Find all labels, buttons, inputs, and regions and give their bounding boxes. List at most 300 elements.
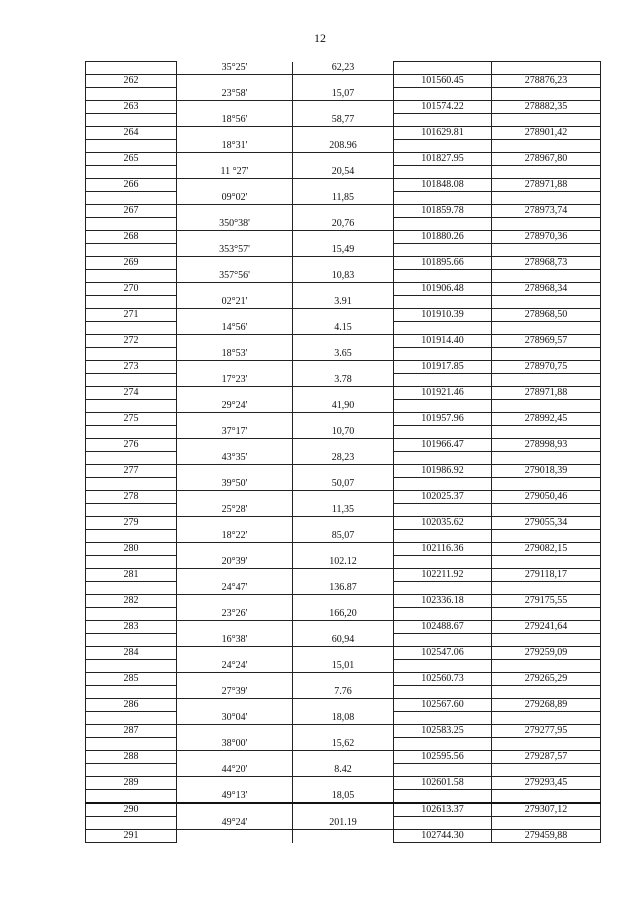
distance-cell bbox=[293, 491, 394, 504]
point-number-cell bbox=[86, 374, 177, 387]
direction-angle-cell: 30°04' bbox=[177, 712, 293, 725]
distance-cell bbox=[293, 101, 394, 114]
point-number-cell: 291 bbox=[86, 830, 177, 843]
x-coordinate-cell: 102488.67 bbox=[394, 621, 492, 634]
y-coordinate-cell bbox=[492, 764, 601, 777]
direction-angle-cell: 357°56' bbox=[177, 270, 293, 283]
point-number-cell: 283 bbox=[86, 621, 177, 634]
x-coordinate-cell: 102211.92 bbox=[394, 569, 492, 582]
direction-angle-cell: 24°47' bbox=[177, 582, 293, 595]
y-coordinate-cell bbox=[492, 660, 601, 673]
x-coordinate-cell: 101880.26 bbox=[394, 231, 492, 244]
direction-angle-cell bbox=[177, 830, 293, 843]
point-row bbox=[86, 543, 601, 556]
point-number-cell: 272 bbox=[86, 335, 177, 348]
y-coordinate-cell: 279277,95 bbox=[492, 725, 601, 738]
x-coordinate-cell: 102744.30 bbox=[394, 830, 492, 843]
segment-row bbox=[86, 88, 601, 101]
y-coordinate-cell: 278970,36 bbox=[492, 231, 601, 244]
x-coordinate-cell bbox=[394, 270, 492, 283]
y-coordinate-cell: 279268,89 bbox=[492, 699, 601, 712]
x-coordinate-cell bbox=[394, 817, 492, 830]
point-number-cell bbox=[86, 400, 177, 413]
segment-row bbox=[86, 608, 601, 621]
y-coordinate-cell: 278998,93 bbox=[492, 439, 601, 452]
x-coordinate-cell bbox=[394, 660, 492, 673]
direction-angle-cell: 39°50' bbox=[177, 478, 293, 491]
direction-angle-cell bbox=[177, 205, 293, 218]
x-coordinate-cell bbox=[394, 166, 492, 179]
x-coordinate-cell bbox=[394, 322, 492, 335]
x-coordinate-cell: 102336.18 bbox=[394, 595, 492, 608]
x-coordinate-cell: 101629.81 bbox=[394, 127, 492, 140]
direction-angle-cell: 37°17' bbox=[177, 426, 293, 439]
distance-cell bbox=[293, 257, 394, 270]
direction-angle-cell: 29°24' bbox=[177, 400, 293, 413]
y-coordinate-cell: 278876,23 bbox=[492, 75, 601, 88]
direction-angle-cell bbox=[177, 309, 293, 322]
segment-row bbox=[86, 426, 601, 439]
segment-row bbox=[86, 504, 601, 517]
table-body bbox=[86, 62, 601, 843]
y-coordinate-cell bbox=[492, 140, 601, 153]
x-coordinate-cell: 102116.36 bbox=[394, 543, 492, 556]
segment-row bbox=[86, 192, 601, 205]
x-coordinate-cell bbox=[394, 712, 492, 725]
direction-angle-cell bbox=[177, 517, 293, 530]
point-number-cell: 282 bbox=[86, 595, 177, 608]
point-number-cell: 271 bbox=[86, 309, 177, 322]
distance-cell bbox=[293, 465, 394, 478]
direction-angle-cell: 18°53' bbox=[177, 348, 293, 361]
distance-cell bbox=[293, 543, 394, 556]
point-number-cell: 281 bbox=[86, 569, 177, 582]
point-number-cell bbox=[86, 478, 177, 491]
y-coordinate-cell bbox=[492, 686, 601, 699]
distance-cell: 3.65 bbox=[293, 348, 394, 361]
x-coordinate-cell: 101957.96 bbox=[394, 413, 492, 426]
y-coordinate-cell: 279175,55 bbox=[492, 595, 601, 608]
x-coordinate-cell: 101895.66 bbox=[394, 257, 492, 270]
distance-cell: 208.96 bbox=[293, 140, 394, 153]
distance-cell: 166,20 bbox=[293, 608, 394, 621]
segment-row bbox=[86, 114, 601, 127]
x-coordinate-cell bbox=[394, 556, 492, 569]
distance-cell bbox=[293, 517, 394, 530]
x-coordinate-cell: 101859.78 bbox=[394, 205, 492, 218]
x-coordinate-cell bbox=[394, 426, 492, 439]
x-coordinate-cell bbox=[394, 348, 492, 361]
y-coordinate-cell bbox=[492, 218, 601, 231]
distance-cell: 136.87 bbox=[293, 582, 394, 595]
y-coordinate-cell: 278968,34 bbox=[492, 283, 601, 296]
direction-angle-cell: 24°24' bbox=[177, 660, 293, 673]
point-number-cell: 269 bbox=[86, 257, 177, 270]
direction-angle-cell bbox=[177, 543, 293, 556]
point-number-cell: 268 bbox=[86, 231, 177, 244]
y-coordinate-cell bbox=[492, 817, 601, 830]
point-row bbox=[86, 517, 601, 530]
x-coordinate-cell: 102035.62 bbox=[394, 517, 492, 530]
x-coordinate-cell: 102025.37 bbox=[394, 491, 492, 504]
segment-row bbox=[86, 400, 601, 413]
point-number-cell: 278 bbox=[86, 491, 177, 504]
x-coordinate-cell: 101827.95 bbox=[394, 153, 492, 166]
point-row bbox=[86, 335, 601, 348]
distance-cell: 15,01 bbox=[293, 660, 394, 673]
y-coordinate-cell bbox=[492, 166, 601, 179]
y-coordinate-cell bbox=[492, 88, 601, 101]
point-row bbox=[86, 413, 601, 426]
segment-row bbox=[86, 62, 601, 75]
point-number-cell bbox=[86, 582, 177, 595]
x-coordinate-cell: 101986.92 bbox=[394, 465, 492, 478]
direction-angle-cell: 49°24' bbox=[177, 817, 293, 830]
y-coordinate-cell: 279265,29 bbox=[492, 673, 601, 686]
distance-cell bbox=[293, 75, 394, 88]
distance-cell: 10,83 bbox=[293, 270, 394, 283]
y-coordinate-cell: 279055,34 bbox=[492, 517, 601, 530]
distance-cell bbox=[293, 205, 394, 218]
point-number-cell: 279 bbox=[86, 517, 177, 530]
distance-cell: 18,05 bbox=[293, 790, 394, 804]
point-row bbox=[86, 595, 601, 608]
y-coordinate-cell bbox=[492, 790, 601, 804]
point-row bbox=[86, 439, 601, 452]
distance-cell: 20,54 bbox=[293, 166, 394, 179]
x-coordinate-cell bbox=[394, 452, 492, 465]
direction-angle-cell bbox=[177, 231, 293, 244]
y-coordinate-cell bbox=[492, 738, 601, 751]
segment-row bbox=[86, 374, 601, 387]
direction-angle-cell: 18°22' bbox=[177, 530, 293, 543]
direction-angle-cell: 350°38' bbox=[177, 218, 293, 231]
direction-angle-cell bbox=[177, 777, 293, 790]
distance-cell bbox=[293, 179, 394, 192]
point-number-cell bbox=[86, 530, 177, 543]
y-coordinate-cell bbox=[492, 582, 601, 595]
direction-angle-cell bbox=[177, 387, 293, 400]
point-row bbox=[86, 231, 601, 244]
x-coordinate-cell bbox=[394, 296, 492, 309]
point-row bbox=[86, 127, 601, 140]
y-coordinate-cell: 278992,45 bbox=[492, 413, 601, 426]
x-coordinate-cell: 101848.08 bbox=[394, 179, 492, 192]
y-coordinate-cell: 279287,57 bbox=[492, 751, 601, 764]
point-number-cell bbox=[86, 817, 177, 830]
segment-row bbox=[86, 660, 601, 673]
segment-row bbox=[86, 296, 601, 309]
point-row bbox=[86, 387, 601, 400]
direction-angle-cell bbox=[177, 465, 293, 478]
y-coordinate-cell bbox=[492, 556, 601, 569]
direction-angle-cell bbox=[177, 179, 293, 192]
distance-cell: 3.91 bbox=[293, 296, 394, 309]
distance-cell bbox=[293, 595, 394, 608]
y-coordinate-cell: 279118,17 bbox=[492, 569, 601, 582]
x-coordinate-cell bbox=[394, 764, 492, 777]
x-coordinate-cell bbox=[394, 374, 492, 387]
y-coordinate-cell bbox=[492, 426, 601, 439]
distance-cell bbox=[293, 830, 394, 843]
point-row bbox=[86, 803, 601, 817]
direction-angle-cell bbox=[177, 803, 293, 817]
segment-row bbox=[86, 140, 601, 153]
point-number-cell: 267 bbox=[86, 205, 177, 218]
distance-cell bbox=[293, 335, 394, 348]
direction-angle-cell: 23°26' bbox=[177, 608, 293, 621]
y-coordinate-cell bbox=[492, 608, 601, 621]
distance-cell: 58,77 bbox=[293, 114, 394, 127]
y-coordinate-cell bbox=[492, 192, 601, 205]
point-number-cell bbox=[86, 764, 177, 777]
segment-row bbox=[86, 322, 601, 335]
x-coordinate-cell: 102583.25 bbox=[394, 725, 492, 738]
y-coordinate-cell bbox=[492, 322, 601, 335]
point-number-cell bbox=[86, 218, 177, 231]
point-row bbox=[86, 465, 601, 478]
point-number-cell bbox=[86, 62, 177, 75]
point-row bbox=[86, 777, 601, 790]
point-number-cell bbox=[86, 712, 177, 725]
segment-row bbox=[86, 817, 601, 830]
point-number-cell bbox=[86, 660, 177, 673]
distance-cell: 7.76 bbox=[293, 686, 394, 699]
x-coordinate-cell bbox=[394, 582, 492, 595]
x-coordinate-cell bbox=[394, 478, 492, 491]
distance-cell bbox=[293, 673, 394, 686]
x-coordinate-cell bbox=[394, 140, 492, 153]
distance-cell bbox=[293, 751, 394, 764]
point-number-cell bbox=[86, 296, 177, 309]
distance-cell: 10,70 bbox=[293, 426, 394, 439]
x-coordinate-cell: 101560.45 bbox=[394, 75, 492, 88]
y-coordinate-cell: 279259,09 bbox=[492, 647, 601, 660]
distance-cell bbox=[293, 387, 394, 400]
distance-cell bbox=[293, 361, 394, 374]
point-number-cell bbox=[86, 634, 177, 647]
point-number-cell bbox=[86, 140, 177, 153]
point-row bbox=[86, 75, 601, 88]
point-number-cell bbox=[86, 114, 177, 127]
direction-angle-cell: 18°56' bbox=[177, 114, 293, 127]
y-coordinate-cell bbox=[492, 400, 601, 413]
page-number: 12 bbox=[314, 31, 326, 45]
point-row bbox=[86, 673, 601, 686]
y-coordinate-cell bbox=[492, 530, 601, 543]
x-coordinate-cell: 102547.06 bbox=[394, 647, 492, 660]
x-coordinate-cell: 102567.60 bbox=[394, 699, 492, 712]
distance-cell: 11,85 bbox=[293, 192, 394, 205]
point-row bbox=[86, 569, 601, 582]
direction-angle-cell: 27°39' bbox=[177, 686, 293, 699]
segment-row bbox=[86, 348, 601, 361]
distance-cell: 85,07 bbox=[293, 530, 394, 543]
segment-row bbox=[86, 582, 601, 595]
direction-angle-cell: 20°39' bbox=[177, 556, 293, 569]
point-number-cell: 280 bbox=[86, 543, 177, 556]
y-coordinate-cell: 278971,88 bbox=[492, 387, 601, 400]
distance-cell bbox=[293, 283, 394, 296]
x-coordinate-cell bbox=[394, 192, 492, 205]
x-coordinate-cell: 102601.58 bbox=[394, 777, 492, 790]
direction-angle-cell: 353°57' bbox=[177, 244, 293, 257]
direction-angle-cell bbox=[177, 673, 293, 686]
y-coordinate-cell: 279241,64 bbox=[492, 621, 601, 634]
direction-angle-cell bbox=[177, 621, 293, 634]
point-row bbox=[86, 647, 601, 660]
x-coordinate-cell: 101574.22 bbox=[394, 101, 492, 114]
distance-cell: 62,23 bbox=[293, 62, 394, 75]
direction-angle-cell: 09°02' bbox=[177, 192, 293, 205]
distance-cell: 41,90 bbox=[293, 400, 394, 413]
x-coordinate-cell: 102613.37 bbox=[394, 803, 492, 817]
direction-angle-cell bbox=[177, 335, 293, 348]
point-number-cell bbox=[86, 244, 177, 257]
point-number-cell: 266 bbox=[86, 179, 177, 192]
point-row bbox=[86, 153, 601, 166]
direction-angle-cell bbox=[177, 751, 293, 764]
y-coordinate-cell: 279307,12 bbox=[492, 803, 601, 817]
point-row bbox=[86, 725, 601, 738]
y-coordinate-cell bbox=[492, 712, 601, 725]
distance-cell: 28,23 bbox=[293, 452, 394, 465]
point-number-cell: 287 bbox=[86, 725, 177, 738]
distance-cell bbox=[293, 309, 394, 322]
x-coordinate-cell bbox=[394, 608, 492, 621]
x-coordinate-cell: 102560.73 bbox=[394, 673, 492, 686]
distance-cell bbox=[293, 231, 394, 244]
distance-cell: 201.19 bbox=[293, 817, 394, 830]
distance-cell bbox=[293, 803, 394, 817]
y-coordinate-cell bbox=[492, 348, 601, 361]
segment-row bbox=[86, 166, 601, 179]
x-coordinate-cell: 101910.39 bbox=[394, 309, 492, 322]
y-coordinate-cell bbox=[492, 478, 601, 491]
x-coordinate-cell: 101914.40 bbox=[394, 335, 492, 348]
y-coordinate-cell: 278969,57 bbox=[492, 335, 601, 348]
point-number-cell bbox=[86, 738, 177, 751]
x-coordinate-cell bbox=[394, 114, 492, 127]
y-coordinate-cell: 279293,45 bbox=[492, 777, 601, 790]
point-number-cell: 277 bbox=[86, 465, 177, 478]
y-coordinate-cell: 279082,15 bbox=[492, 543, 601, 556]
distance-cell: 11,35 bbox=[293, 504, 394, 517]
distance-cell: 60,94 bbox=[293, 634, 394, 647]
point-row bbox=[86, 751, 601, 764]
x-coordinate-cell bbox=[394, 634, 492, 647]
direction-angle-cell: 25°28' bbox=[177, 504, 293, 517]
y-coordinate-cell bbox=[492, 62, 601, 75]
direction-angle-cell: 18°31' bbox=[177, 140, 293, 153]
point-number-cell bbox=[86, 556, 177, 569]
point-row bbox=[86, 257, 601, 270]
y-coordinate-cell bbox=[492, 296, 601, 309]
point-number-cell bbox=[86, 426, 177, 439]
point-number-cell: 285 bbox=[86, 673, 177, 686]
x-coordinate-cell bbox=[394, 218, 492, 231]
point-number-cell: 290 bbox=[86, 803, 177, 817]
y-coordinate-cell: 278968,73 bbox=[492, 257, 601, 270]
point-row bbox=[86, 491, 601, 504]
x-coordinate-cell bbox=[394, 244, 492, 257]
x-coordinate-cell bbox=[394, 790, 492, 804]
x-coordinate-cell: 101921.46 bbox=[394, 387, 492, 400]
x-coordinate-cell bbox=[394, 400, 492, 413]
y-coordinate-cell: 278882,35 bbox=[492, 101, 601, 114]
point-number-cell bbox=[86, 166, 177, 179]
distance-cell bbox=[293, 647, 394, 660]
distance-cell bbox=[293, 127, 394, 140]
direction-angle-cell bbox=[177, 439, 293, 452]
point-number-cell: 262 bbox=[86, 75, 177, 88]
direction-angle-cell bbox=[177, 283, 293, 296]
point-row bbox=[86, 309, 601, 322]
direction-angle-cell bbox=[177, 491, 293, 504]
point-number-cell bbox=[86, 504, 177, 517]
x-coordinate-cell bbox=[394, 62, 492, 75]
segment-row bbox=[86, 244, 601, 257]
point-number-cell: 270 bbox=[86, 283, 177, 296]
direction-angle-cell bbox=[177, 153, 293, 166]
direction-angle-cell: 43°35' bbox=[177, 452, 293, 465]
direction-angle-cell bbox=[177, 257, 293, 270]
direction-angle-cell bbox=[177, 647, 293, 660]
distance-cell: 15,49 bbox=[293, 244, 394, 257]
y-coordinate-cell: 279050,46 bbox=[492, 491, 601, 504]
y-coordinate-cell: 278973,74 bbox=[492, 205, 601, 218]
segment-row bbox=[86, 790, 601, 804]
y-coordinate-cell: 279018,39 bbox=[492, 465, 601, 478]
point-row bbox=[86, 621, 601, 634]
point-number-cell bbox=[86, 348, 177, 361]
point-row bbox=[86, 179, 601, 192]
x-coordinate-cell bbox=[394, 504, 492, 517]
direction-angle-cell bbox=[177, 127, 293, 140]
x-coordinate-cell: 101917.85 bbox=[394, 361, 492, 374]
direction-angle-cell bbox=[177, 101, 293, 114]
segment-row bbox=[86, 452, 601, 465]
y-coordinate-cell bbox=[492, 504, 601, 517]
point-number-cell: 288 bbox=[86, 751, 177, 764]
direction-angle-cell bbox=[177, 725, 293, 738]
point-number-cell: 286 bbox=[86, 699, 177, 712]
x-coordinate-cell: 101966.47 bbox=[394, 439, 492, 452]
direction-angle-cell: 16°38' bbox=[177, 634, 293, 647]
direction-angle-cell: 02°21' bbox=[177, 296, 293, 309]
distance-cell: 18,08 bbox=[293, 712, 394, 725]
distance-cell bbox=[293, 777, 394, 790]
point-number-cell bbox=[86, 452, 177, 465]
segment-row bbox=[86, 634, 601, 647]
direction-angle-cell: 38°00' bbox=[177, 738, 293, 751]
point-row bbox=[86, 361, 601, 374]
y-coordinate-cell bbox=[492, 634, 601, 647]
segment-row bbox=[86, 530, 601, 543]
distance-cell bbox=[293, 153, 394, 166]
y-coordinate-cell bbox=[492, 270, 601, 283]
y-coordinate-cell: 278901,42 bbox=[492, 127, 601, 140]
direction-angle-cell: 35°25' bbox=[177, 62, 293, 75]
point-number-cell: 276 bbox=[86, 439, 177, 452]
y-coordinate-cell: 278971,88 bbox=[492, 179, 601, 192]
y-coordinate-cell: 278967,80 bbox=[492, 153, 601, 166]
point-row bbox=[86, 283, 601, 296]
x-coordinate-cell bbox=[394, 738, 492, 751]
distance-cell: 102.12 bbox=[293, 556, 394, 569]
distance-cell bbox=[293, 725, 394, 738]
distance-cell bbox=[293, 413, 394, 426]
